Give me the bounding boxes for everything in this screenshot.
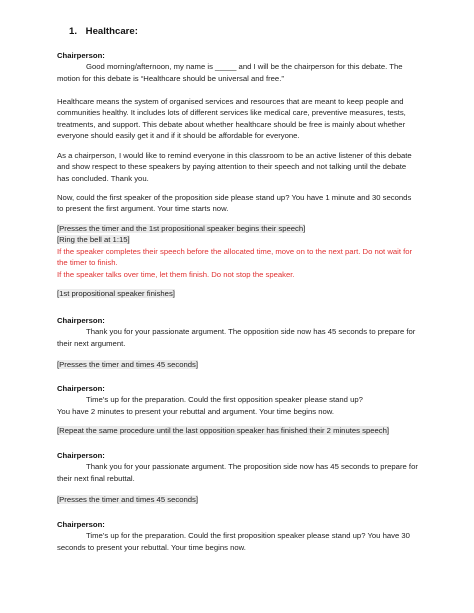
chair-statement-4 [57, 450, 419, 484]
stage-direction-block [57, 425, 419, 436]
stage-direction: [Presses the timer and times 45 seconds] [57, 360, 199, 369]
section-title: Healthcare: [85, 26, 138, 37]
section-heading [69, 26, 138, 37]
reminder-line: As a chairperson, I would like to remind everyone in this classroom to be an active listener of this debate [57, 151, 412, 160]
reminder-line: has concluded. Thank you. [57, 173, 149, 183]
reminder-line: and show respect to these speakers by paying attention to their speech and not talking until the debate [57, 162, 407, 172]
call-line: Now, could the first speaker of the proposition side please stand up? You have 1 minute and 30 seconds [57, 193, 412, 202]
definition-line: everyone should easily get it and if it should be affordable for everyone. [57, 131, 300, 141]
stage-direction-block [57, 494, 419, 505]
stage-direction: [1st propositional speaker finishes] [57, 289, 175, 298]
red-note: If the speaker completes their speech before the allocated time, move on to the next part. Do not wait for [57, 246, 413, 256]
stage-direction: [Repeat the same procedure until the last opposition speaker has finished their 2 minutes speech] [57, 426, 390, 435]
stage-direction: [Presses the timer and times 45 seconds] [57, 495, 199, 504]
chairperson-label: Chairperson: [57, 520, 105, 529]
chair-line: their next final rebuttal. [57, 473, 135, 483]
stage-direction: [Ring the bell at 1:15] [57, 235, 130, 245]
chair-line: Thank you for your passionate argument. The proposition side now has 45 seconds to prepare for [86, 462, 418, 472]
chairperson-label: Chairperson: [57, 316, 105, 325]
chair-line: Time’s up for the preparation. Could the first opposition speaker please stand up? [86, 395, 363, 405]
stage-directions [57, 223, 419, 280]
call-first-speaker [57, 192, 419, 215]
chair-intro [57, 50, 419, 84]
intro-line: Good morning/afternoon, my name is _____ and I will be the chairperson for this debate. The [86, 62, 403, 72]
chair-statement-2 [57, 315, 419, 349]
chairperson-label: Chairperson: [57, 51, 105, 60]
chairperson-label: Chairperson: [57, 384, 105, 393]
chairperson-label: Chairperson: [57, 451, 105, 460]
call-line: to present the first argument. Your time starts now. [57, 204, 229, 214]
chair-line: Time’s up for the preparation. Could the first proposition speaker please stand up? You have 30 [86, 531, 410, 541]
chair-line: Thank you for your passionate argument. The opposition side now has 45 seconds to prepare for [86, 327, 416, 337]
chair-statement-5 [57, 519, 419, 553]
stage-direction: [Presses the timer and the 1st propositional speaker begins their speech] [57, 224, 306, 233]
chair-line: You have 2 minutes to present your rebuttal and argument. Your time begins now. [57, 406, 335, 416]
definition-paragraph [57, 96, 419, 142]
intro-line: motion for this debate is “Healthcare should be universal and free.” [57, 73, 284, 83]
definition-line: Healthcare means the system of organised services and resources that are meant to keep people and [57, 97, 404, 106]
definition-line: treatments, and support. This debate about whether healthcare should be free is mainly about whether [57, 119, 406, 129]
red-note: the timer to finish. [57, 258, 118, 268]
section-number: 1. [69, 26, 78, 37]
definition-line: communities healthy. It includes lots of different services like medical care, preventive measures, tests, [57, 108, 406, 118]
chair-line: their next argument. [57, 338, 126, 348]
red-note: If the speaker talks over time, let them finish. Do not stop the speaker. [57, 269, 295, 279]
chair-line: seconds to present your rebuttal. Your time begins now. [57, 542, 246, 552]
reminder-paragraph [57, 150, 419, 184]
stage-direction-block [57, 359, 419, 370]
stage-direction-block [57, 288, 419, 299]
chair-statement-3 [57, 383, 419, 417]
